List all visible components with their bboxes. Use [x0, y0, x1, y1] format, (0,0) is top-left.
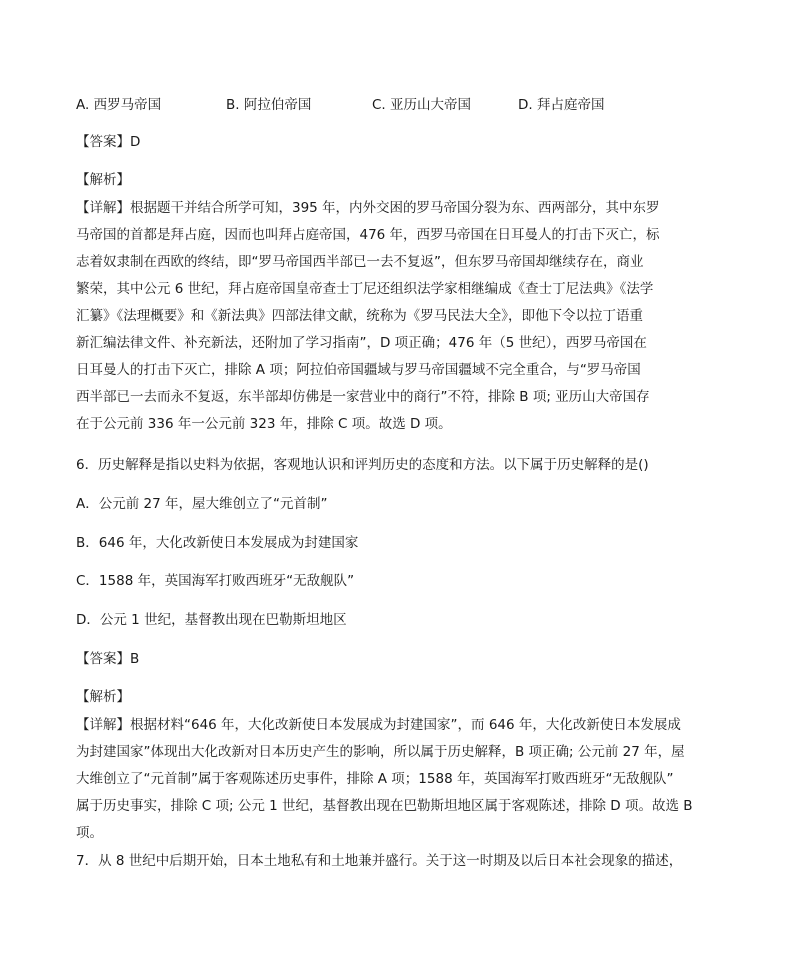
q5-option-b: B. 阿拉伯帝国	[226, 97, 312, 113]
q5-option-a: A. 西罗马帝国	[76, 97, 162, 113]
q5-analysis-line: 新汇编法律文件、补充新法，还附加了学习指南”，D 项正确；476 年（5 世纪），西罗马帝国在	[76, 335, 647, 351]
q6-stem: 6．历史解释是指以史料为依据，客观地认识和评判历史的态度和方法。以下属于历史解释的是()	[76, 457, 649, 473]
q6-option-a: A．公元前 27 年，屋大维创立了“元首制”	[76, 496, 328, 512]
q6-option-b: B．646 年，大化改新使日本发展成为封建国家	[76, 535, 359, 551]
q5-analysis-line: 西半部已一去而永不复返，东半部却仿佛是一家营业中的商行”不符，排除 B 项; 亚历山大帝国存	[76, 389, 650, 405]
q6-option-d: D．公元 1 世纪，基督教出现在巴勒斯坦地区	[76, 612, 347, 628]
q6-option-c: C．1588 年，英国海军打败西班牙“无敌舰队”	[76, 573, 355, 589]
q6-analysis-line: 属于历史事实，排除 C 项; 公元 1 世纪，基督教出现在巴勒斯坦地区属于客观陈述，排除 D 项。故选 B	[76, 798, 693, 814]
q5-option-d: D. 拜占庭帝国	[518, 97, 605, 113]
q6-analysis-line: 为封建国家”体现出大化改新对日本历史产生的影响，所以属于历史解释，B 项正确; 公元前 27 年，屋	[76, 744, 685, 760]
q6-analysis-line: 大维创立了“元首制”属于客观陈述历史事件，排除 A 项；1588 年，英国海军打败西班牙“无敌舰队”	[76, 771, 674, 787]
q5-analysis-line: 【详解】根据题干并结合所学可知，395 年，内外交困的罗马帝国分裂为东、西两部分，其中东罗	[76, 200, 660, 216]
q7-stem: 7．从 8 世纪中后期开始，日本土地私有和土地兼并盛行。关于这一时期及以后日本社会现象的描述，	[76, 853, 683, 869]
q6-analysis-line: 项。	[76, 825, 103, 841]
q5-analysis-line: 日耳曼人的打击下灭亡，排除 A 项；阿拉伯帝国疆域与罗马帝国疆域不完全重合，与“罗马帝国	[76, 362, 641, 378]
q5-answer: 【答案】D	[76, 134, 141, 150]
q6-analysis-heading: 【解析】	[76, 689, 130, 705]
q6-answer: 【答案】B	[76, 651, 140, 667]
q5-analysis-line: 繁荣，其中公元 6 世纪，拜占庭帝国皇帝查士丁尼还组织法学家相继编成《查士丁尼法典》《法学	[76, 281, 654, 297]
q5-analysis-heading: 【解析】	[76, 172, 130, 188]
q5-analysis-line: 在于公元前 336 年一公元前 323 年，排除 C 项。故选 D 项。	[76, 416, 452, 432]
q5-analysis-line: 马帝国的首都是拜占庭，因而也叫拜占庭帝国，476 年，西罗马帝国在日耳曼人的打击下灭亡，标	[76, 227, 660, 243]
q5-option-c: C. 亚历山大帝国	[372, 97, 472, 113]
q6-analysis-line: 【详解】根据材料“646 年，大化改新使日本发展成为封建国家”，而 646 年，大化改新使日本发展成	[76, 717, 681, 733]
q5-analysis-line: 汇纂》《法理概要》和《新法典》四部法律文献，统称为《罗马民法大全》，即他下令以拉丁语重	[76, 308, 643, 324]
q5-analysis-line: 志着奴隶制在西欧的终结，即“罗马帝国西半部已一去不复返”，但东罗马帝国却继续存在，商业	[76, 254, 644, 270]
